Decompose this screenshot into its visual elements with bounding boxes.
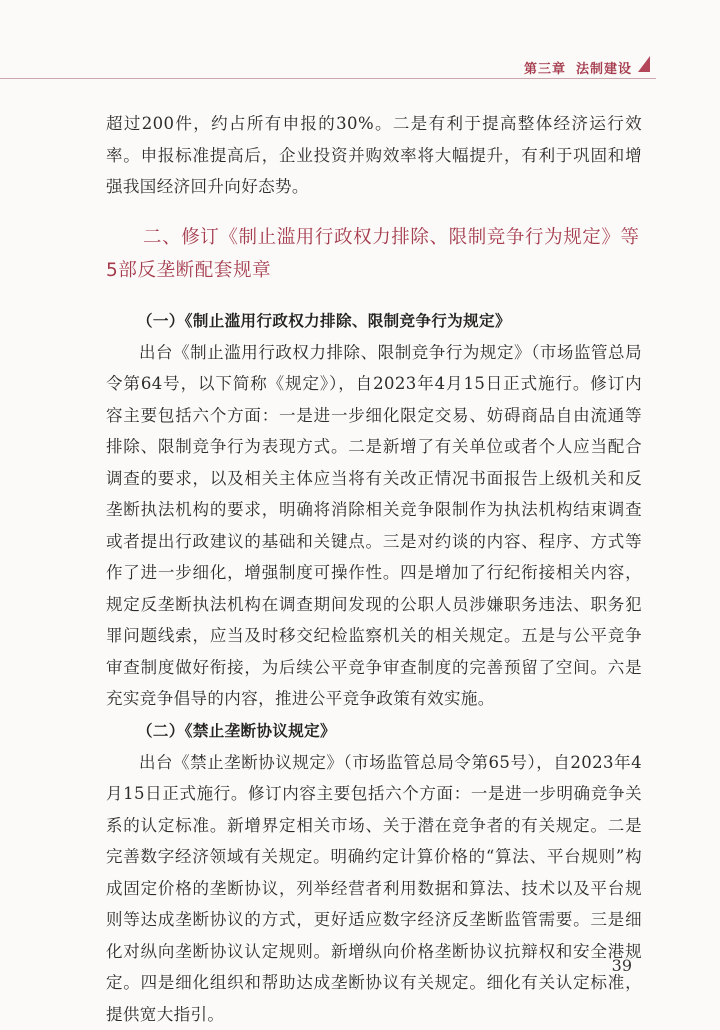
intro-paragraph: 超过200件，约占所有申报的30%。二是有利于提高整体经济运行效率。申报标准提高后，企业投资并购效率将大幅提升，有利于巩固和增强我国经济回升向好态势。 xyxy=(106,108,642,203)
subsection-heading-2: （二）《禁止垄断协议规定》 xyxy=(106,715,642,747)
chapter-title: 法制建设 xyxy=(576,62,632,77)
page-number: 39 xyxy=(612,956,632,975)
chapter-label xyxy=(524,58,632,77)
chapter-number: 第三章 xyxy=(524,62,566,77)
section-heading: 二、修订《制止滥用行政权力排除、限制竞争行为规定》等5部反垄断配套规章 xyxy=(106,221,642,287)
subsection-heading-1: （一）《制止滥用行政权力排除、限制竞争行为规定》 xyxy=(106,305,642,337)
subsection-body-1: 出台《制止滥用行政权力排除、限制竞争行为规定》（市场监管总局令第64号，以下简称《规定》），自2023年4月15日正式施行。修订内容主要包括六个方面：一是进一步细化限定交易、妨碍商品自由流通等排除、限制竞争行为表现方式。二是新增了有关单位或者个人应当配合调查的要求，以及相关主体应当将有关改正情况书面报告上级机关和反垄断执法机构的要求，明确将消除相关竞争限制作为执法机构结束调查或者提出行政建议的基础和关键点。三是对约谈的内容、程序、方式等作了进一步细化，增强制度可操作性。四是增加了行纪衔接相关内容，规定反垄断执法机构在调查期间发现的公职人员涉嫌职务违法、职务犯罪问题线索，应当及时移交纪检监察机关的相关规定。五是与公平竞争审查制度做好衔接，为后续公平竞争审查制度的完善预留了空间。六是充实竞争倡导的内容，推进公平竞争政策有效实施。 xyxy=(106,337,642,715)
chapter-marker-icon xyxy=(638,56,650,72)
page-body xyxy=(106,108,642,1030)
subsection-body-2: 出台《禁止垄断协议规定》（市场监管总局令第65号），自2023年4月15日正式施行。修订内容主要包括六个方面：一是进一步明确竞争关系的认定标准。新增界定相关市场、关于潜在竞争者的有关规定。二是完善数字经济领域有关规定。明确约定计算价格的“算法、平台规则”构成固定价格的垄断协议，列举经营者利用数据和算法、技术以及平台规则等达成垄断协议的方式，更好适应数字经济反垄断监管需要。三是细化对纵向垄断协议认定规则。新增纵向价格垄断协议抗辩权和安全港规定。四是细化组织和帮助达成垄断协议有关规定。细化有关认定标准，提供宽大指引。 xyxy=(106,747,642,1030)
header-rule xyxy=(0,78,656,79)
running-header xyxy=(0,0,720,78)
